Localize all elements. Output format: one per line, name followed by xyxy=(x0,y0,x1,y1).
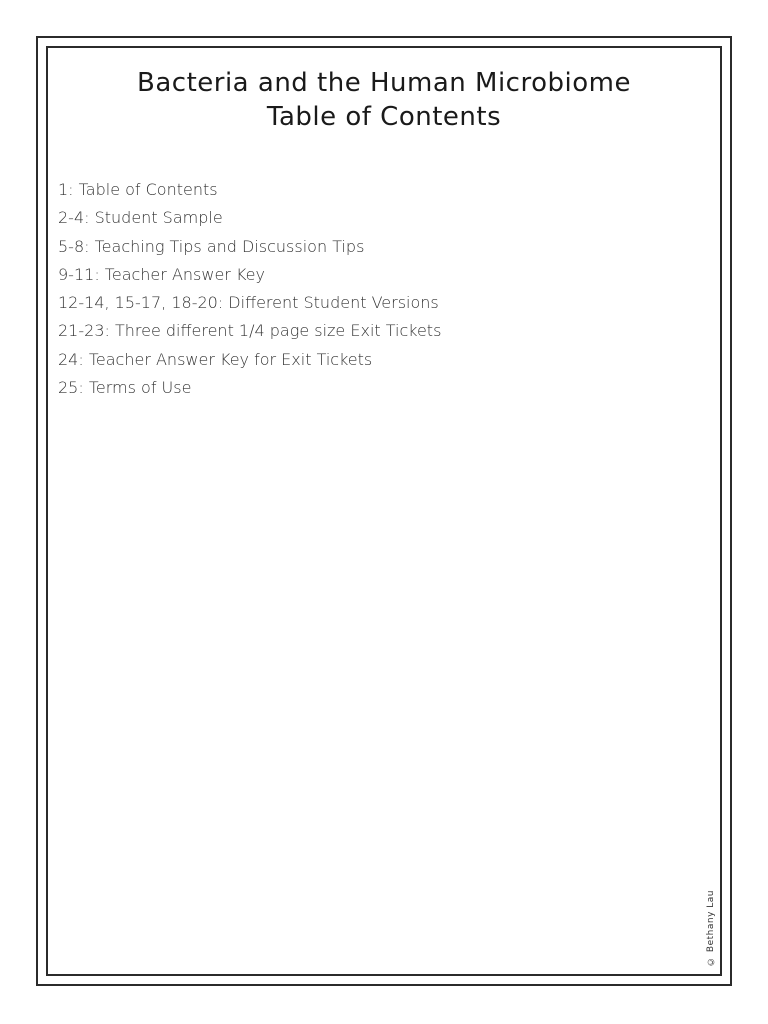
table-of-contents-list xyxy=(58,176,441,402)
toc-item: 12-14, 15-17, 18-20: Different Student Versions xyxy=(58,293,439,313)
title-line-1: Bacteria and the Human Microbiome xyxy=(137,68,631,98)
page-title xyxy=(48,66,720,134)
toc-item: 2-4: Student Sample xyxy=(58,208,223,228)
title-line-2: Table of Contents xyxy=(266,102,502,132)
toc-item: 9-11: Teacher Answer Key xyxy=(58,264,265,284)
toc-item: 1: Table of Contents xyxy=(58,180,218,199)
page-border-outer xyxy=(36,36,732,986)
toc-item: 25: Terms of Use xyxy=(58,378,192,398)
toc-item: 5-8: Teaching Tips and Discussion Tips xyxy=(58,236,365,256)
toc-item: 24: Teacher Answer Key for Exit Tickets xyxy=(58,349,373,369)
copyright-notice: © Bethany Lau xyxy=(706,890,716,966)
toc-item: 21-23: Three different 1/4 page size Exit Tickets xyxy=(58,321,442,341)
page-border-inner xyxy=(46,46,722,976)
